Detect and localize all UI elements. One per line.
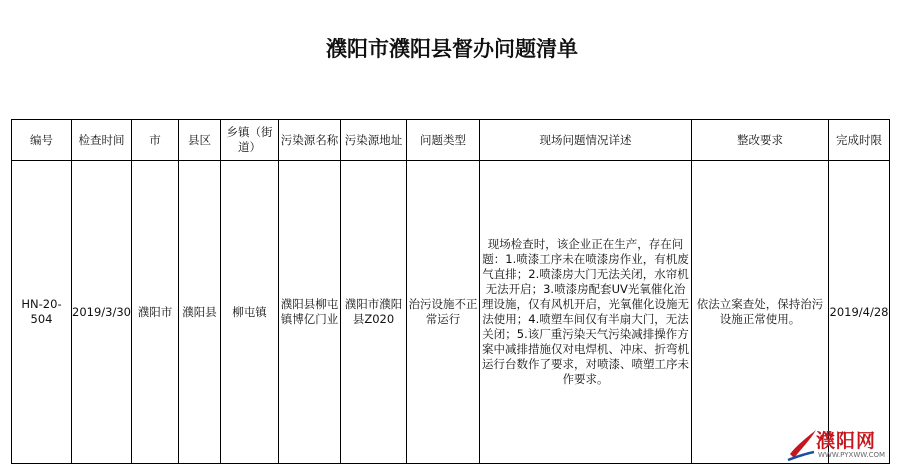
cell-city: 濮阳市 [132, 161, 179, 464]
cell-source-name: 濮阳县柳屯镇博亿门业 [279, 161, 341, 464]
header-requirement: 整改要求 [692, 120, 829, 161]
header-row [12, 120, 890, 161]
cell-county: 濮阳县 [179, 161, 221, 464]
cell-requirement: 依法立案查处，保持治污设施正常使用。 [692, 161, 829, 464]
header-city: 市 [132, 120, 179, 161]
cell-problem-type: 治污设施不正常运行 [407, 161, 480, 464]
header-date: 检查时间 [72, 120, 132, 161]
swoosh-logo-icon [786, 424, 820, 464]
header-town: 乡镇（街道） [221, 120, 279, 161]
site-watermark [786, 424, 898, 464]
watermark-url: WWW.PYXWW.COM [818, 451, 886, 459]
header-problem-type: 问题类型 [407, 120, 480, 161]
issue-table [11, 119, 890, 464]
table-row [12, 161, 890, 464]
watermark-text: 濮阳网 [816, 430, 877, 452]
page-title: 濮阳市濮阳县督办问题清单 [326, 37, 578, 61]
header-deadline: 完成时限 [829, 120, 890, 161]
cell-deadline: 2019/4/28 [829, 161, 890, 464]
header-id: 编号 [12, 120, 72, 161]
cell-town: 柳屯镇 [221, 161, 279, 464]
header-county: 县区 [179, 120, 221, 161]
header-source-address: 污染源地址 [341, 120, 407, 161]
header-detail: 现场问题情况详述 [480, 120, 692, 161]
cell-detail: 现场检查时，该企业正在生产，存在问题：1.喷漆工序未在喷漆房作业，有机废气直排；2.喷漆房大门无法关闭，水帘机无法开启；3.喷漆房配套UV光氧催化治理设施，仅有风机开启，光氧催化设施无法使用；4.喷塑车间仅有半扇大门，无法关闭；5.该厂重污染天气污染减排操作方案中减排措施仅对电焊机、冲床、折弯机运行台数作了要求，对喷漆、喷塑工序未作要求。 [480, 161, 692, 464]
header-source-name: 污染源名称 [279, 120, 341, 161]
cell-source-address: 濮阳市濮阳县Z020 [341, 161, 407, 464]
cell-id: HN-20-504 [12, 161, 72, 464]
cell-date: 2019/3/30 [72, 161, 132, 464]
